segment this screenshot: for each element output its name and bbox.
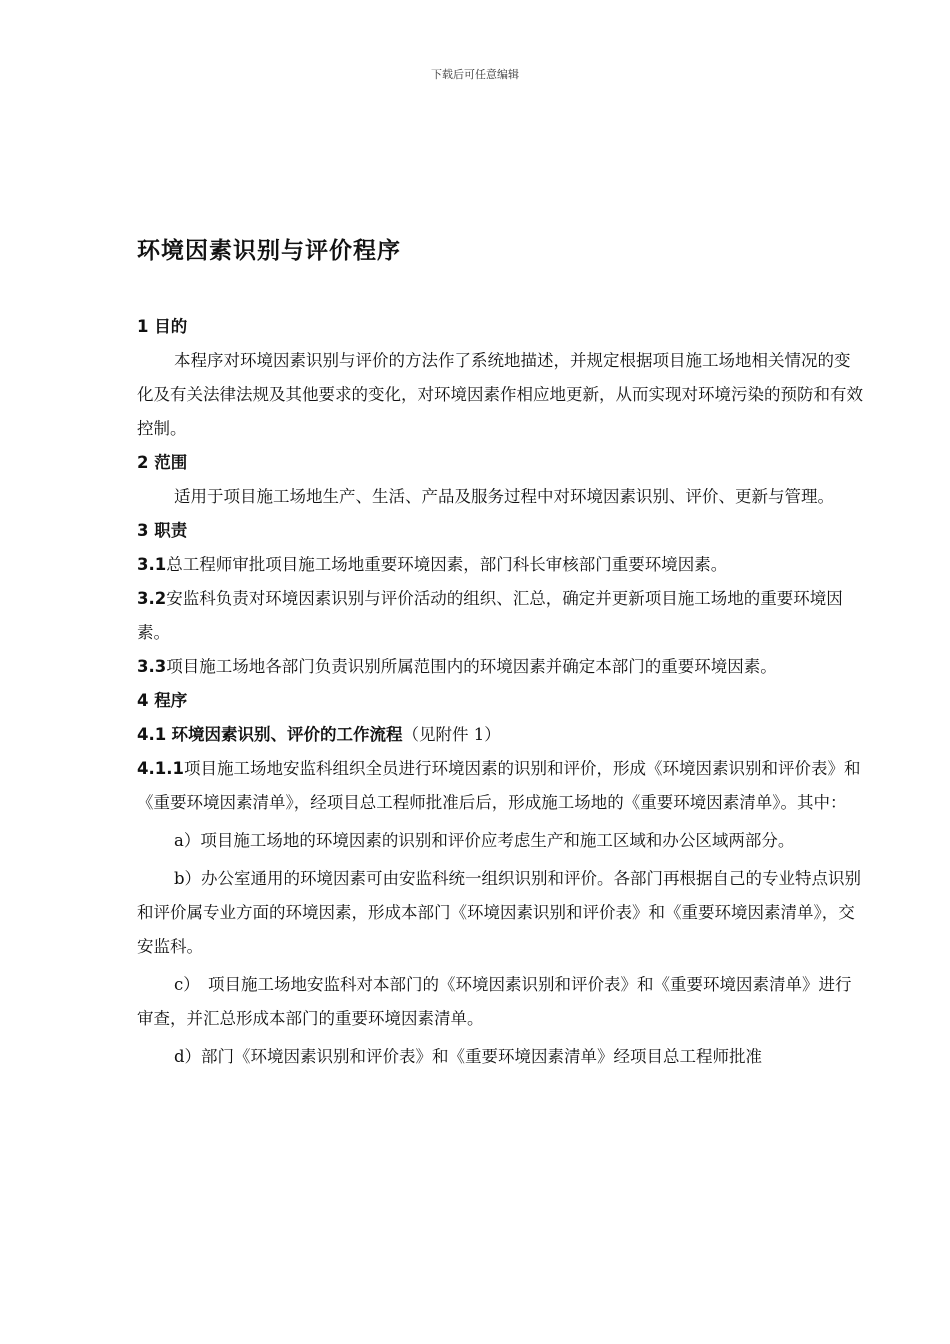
section-2-text: 适用于项目施工场地生产、生活、产品及服务过程中对环境因素识别、评价、更新与管理。 (174, 487, 834, 506)
subsection-note: （见附件 1） (402, 725, 501, 744)
paragraph-4-1-1 (137, 752, 863, 820)
item-text: 安监科负责对环境因素识别与评价活动的组织、汇总，确定并更新项目施工场地的重要环境因素。 (137, 589, 843, 642)
section-4-heading: 4 程序 (137, 691, 188, 710)
item-number: 3.3 (137, 657, 167, 676)
list-item-b: b）办公室通用的环境因素可由安监科统一组织识别和评价。各部门再根据自己的专业特点识别和评价属专业方面的环境因素，形成本部门《环境因素识别和评价表》和《重要环境因素清单》，交安监科。 (137, 869, 862, 956)
list-item-c: c） 项目施工场地安监科对本部门的《环境因素识别和评价表》和《重要环境因素清单》进行审查，并汇总形成本部门的重要环境因素清单。 (137, 975, 852, 1028)
section-1-heading: 1 目的 (137, 317, 188, 336)
list-item-a: a）项目施工场地的环境因素的识别和评价应考虑生产和施工区域和办公区域两部分。 (174, 831, 795, 850)
item-text: 总工程师审批项目施工场地重要环境因素，部门科长审核部门重要环境因素。 (166, 555, 728, 574)
subsection-title: 环境因素识别、评价的工作流程 (171, 725, 403, 744)
list-item-d: d）部门《环境因素识别和评价表》和《重要环境因素清单》经项目总工程师批准 (174, 1047, 763, 1066)
section-3-item (137, 582, 863, 650)
subsection-number: 4.1 (137, 725, 167, 744)
subsection-4-1 (137, 718, 863, 752)
section-3-item (137, 548, 863, 582)
header-note: 下载后可任意编辑 (431, 68, 519, 81)
section-2-heading: 2 范围 (137, 453, 188, 472)
item-text: 项目施工场地各部门负责识别所属范围内的环境因素并确定本部门的重要环境因素。 (166, 657, 777, 676)
document-body (137, 310, 863, 1074)
paragraph-text: 项目施工场地安监科组织全员进行环境因素的识别和评价，形成《环境因素识别和评价表》和《重要环境因素清单》，经项目总工程师批准后后，形成施工场地的《重要环境因素清单》。其中： (137, 759, 861, 812)
document-title: 环境因素识别与评价程序 (137, 238, 401, 264)
paragraph-number: 4.1.1 (137, 759, 184, 778)
item-number: 3.2 (137, 589, 167, 608)
section-1-text: 本程序对环境因素识别与评价的方法作了系统地描述，并规定根据项目施工场地相关情况的变化及有关法律法规及其他要求的变化，对环境因素作相应地更新，从而实现对环境污染的预防和有效控制。 (137, 351, 863, 438)
section-3-heading: 3 职责 (137, 521, 188, 540)
item-number: 3.1 (137, 555, 167, 574)
section-3-item (137, 650, 863, 684)
